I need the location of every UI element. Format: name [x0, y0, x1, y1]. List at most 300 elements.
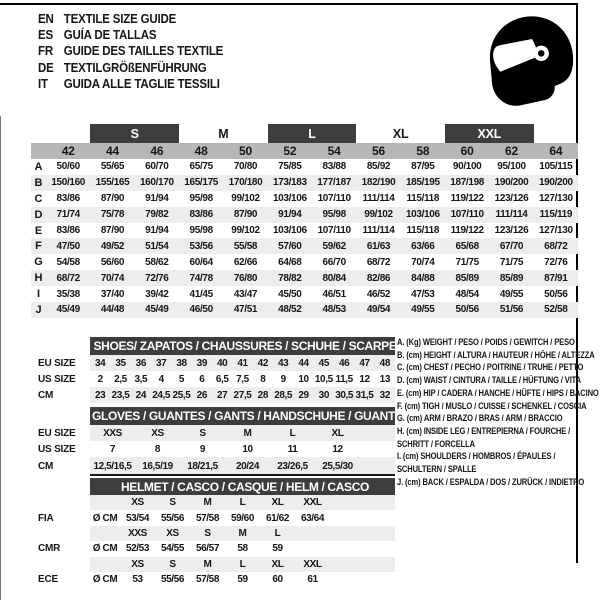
- measure-value-cell: 37/40: [100, 288, 125, 300]
- measure-value-cell: 91/94: [145, 225, 169, 236]
- shoes-table-title: SHOES/ ZAPATOS / CHAUSSURES / SCHUHE / SCARPE: [90, 337, 395, 355]
- measure-value-cell: 107/110: [445, 207, 489, 223]
- measure-value-cell: 50/56: [445, 302, 489, 318]
- value-cell: [295, 541, 330, 556]
- shoes-size-table: [38, 337, 395, 403]
- filler-cell: [360, 457, 395, 475]
- value-cell: 12: [359, 373, 370, 385]
- measure-value-cell: 65/75: [189, 161, 213, 173]
- measure-value-cell: 45/50: [278, 288, 302, 300]
- value-cell: L: [270, 425, 315, 441]
- row-label: FIA: [38, 512, 54, 524]
- measure-value-cell: 99/102: [231, 225, 260, 236]
- size-column-header: 42: [46, 143, 90, 159]
- value-cell: 45: [314, 355, 334, 371]
- value-cell: 25,5/30: [315, 457, 360, 475]
- measure-value-cell: 182/190: [356, 175, 400, 191]
- measure-value-cell: 119/122: [450, 193, 484, 205]
- measure-value-cell: 87/91: [534, 270, 578, 286]
- measure-value-cell: 49/55: [401, 302, 445, 318]
- measure-value-cell: 155/165: [90, 175, 134, 191]
- measure-value-cell: 90/100: [452, 161, 482, 173]
- value-cell: 60: [272, 574, 283, 586]
- measure-value-cell: 55/58: [223, 238, 267, 254]
- measure-value-cell: 41/45: [189, 288, 213, 300]
- row-label: EU SIZE: [38, 357, 76, 369]
- size-group-band: M: [218, 126, 229, 141]
- measure-value-cell: 99/102: [231, 193, 260, 205]
- measure-value-cell: 72/76: [135, 270, 179, 286]
- value-cell: XL: [260, 495, 295, 510]
- measure-value-cell: 115/118: [406, 193, 440, 205]
- language-row: [38, 11, 223, 27]
- measure-value-cell: 45/49: [135, 302, 179, 318]
- value-cell: 11: [287, 443, 298, 455]
- top-border-line: [0, 3, 578, 5]
- value-cell: 53/54: [125, 512, 150, 524]
- filler-cell: [330, 572, 395, 587]
- language-code: ES: [38, 28, 53, 43]
- value-cell: XXS: [120, 526, 155, 541]
- value-cell: 48: [375, 355, 395, 371]
- measure-value-cell: 49/55: [499, 288, 524, 300]
- value-cell: 63/64: [300, 512, 325, 524]
- measure-value-cell: 39/42: [145, 288, 169, 300]
- measure-value-cell: 48/52: [268, 302, 312, 318]
- value-cell: XS: [120, 495, 155, 510]
- measure-value-cell: 51/54: [135, 238, 179, 254]
- legend-item: G. (cm) ARM / BRAZO / BRAS / ARM / BRACCIO: [397, 413, 563, 424]
- measure-value-cell: 177/187: [312, 175, 356, 191]
- measure-value-cell: 61/63: [356, 238, 400, 254]
- value-cell: 4: [158, 373, 164, 385]
- left-border-line: [0, 116, 1, 600]
- value-cell: 20/24: [225, 457, 270, 475]
- value-cell: S: [155, 557, 190, 572]
- measure-value-cell: 53/56: [179, 238, 223, 254]
- measure-row-label: H: [31, 270, 46, 286]
- value-cell: 30: [314, 387, 334, 403]
- value-cell: 18/21,5: [180, 457, 225, 475]
- gloves-table-title: GLOVES / GUANTES / GANTS / HANDSCHUHE / GUANTI: [90, 407, 395, 425]
- value-cell: 36: [131, 355, 151, 371]
- measure-value-cell: 66/70: [322, 256, 346, 268]
- value-cell: 57/58: [195, 574, 220, 586]
- legend-item: D. (cm) WAIST / CINTURA / TAILLE / HÜFTUNG / VITA: [397, 375, 581, 386]
- row-label: CMR: [38, 543, 61, 555]
- corner-cell: [31, 143, 46, 159]
- value-cell: 31,5: [354, 387, 374, 403]
- value-cell: 39: [192, 355, 212, 371]
- measure-value-cell: 80/84: [312, 270, 356, 286]
- value-cell: 12: [332, 443, 343, 455]
- language-title: TEXTILGRÖßENFÜHRUNG: [63, 60, 207, 75]
- value-cell: 12,5/16,5: [90, 457, 135, 475]
- measure-value-cell: 123/126: [494, 225, 529, 236]
- measure-value-cell: 83/88: [322, 161, 346, 173]
- value-cell: 28,5: [273, 387, 293, 403]
- measure-value-cell: 111/114: [362, 225, 395, 236]
- language-code: EN: [38, 12, 54, 26]
- value-cell: XXL: [295, 495, 330, 510]
- measure-value-cell: 70/80: [233, 161, 258, 173]
- measure-value-cell: 51/56: [489, 302, 533, 318]
- measure-value-cell: 103/106: [401, 207, 445, 223]
- measure-value-cell: 43/47: [233, 288, 258, 300]
- measure-value-cell: 87/90: [100, 193, 125, 205]
- measure-value-cell: 150/160: [46, 175, 90, 191]
- table-separator-line: [90, 474, 395, 476]
- language-code: IT: [38, 76, 48, 91]
- unit-cell: [90, 557, 120, 572]
- value-cell: 59: [237, 574, 248, 586]
- language-title: GUÍA DE TALLAS: [63, 28, 157, 43]
- value-cell: 61/62: [265, 512, 290, 524]
- filler-cell: [330, 541, 395, 556]
- value-cell: 7: [109, 443, 116, 455]
- measure-value-cell: 173/183: [268, 175, 312, 191]
- measure-value-cell: 87/95: [411, 161, 435, 173]
- value-cell: 40: [212, 355, 232, 371]
- measure-value-cell: 107/110: [317, 225, 351, 236]
- value-cell: 6: [199, 373, 205, 385]
- measure-value-cell: 190/200: [534, 175, 578, 191]
- value-cell: 53: [132, 574, 143, 586]
- value-cell: 24: [131, 387, 151, 403]
- size-group-band: XL: [392, 126, 409, 141]
- value-cell: 25,5: [171, 387, 191, 403]
- size-column-header: 64: [534, 143, 578, 159]
- textile-size-table: [31, 124, 578, 318]
- measure-value-cell: 55/65: [100, 161, 125, 173]
- value-cell: 23,5: [110, 387, 130, 403]
- helmet-table-title: HELMET / CASCO / CASQUE / HELM / CASCO: [90, 478, 395, 495]
- value-cell: 28: [253, 387, 273, 403]
- measure-row-label: I: [36, 288, 41, 301]
- measure-value-cell: 70/74: [90, 270, 134, 286]
- filler-cell: [360, 441, 395, 457]
- unit-cell: Ø CM: [92, 574, 118, 586]
- value-cell: 44: [293, 355, 313, 371]
- measure-value-cell: 76/80: [223, 270, 267, 286]
- value-cell: 23: [90, 387, 110, 403]
- value-cell: XS: [120, 557, 155, 572]
- measure-value-cell: 68/72: [534, 238, 578, 254]
- value-cell: 5: [178, 373, 185, 385]
- language-title: GUIDE DES TAILLES TEXTILE: [63, 44, 224, 59]
- legend-item: J. (cm) BACK / ESPALDA / DOS / ZURÜCK / INDIETRO: [397, 476, 585, 487]
- measure-row-label: B: [31, 175, 46, 191]
- measure-value-cell: 84/88: [401, 270, 445, 286]
- measure-value-cell: 71/75: [499, 256, 524, 268]
- value-cell: XS: [155, 526, 190, 541]
- measure-value-cell: 87/90: [223, 207, 267, 223]
- row-label: US SIZE: [38, 373, 76, 385]
- measure-value-cell: 111/114: [362, 193, 395, 205]
- measure-value-cell: 160/170: [135, 175, 179, 191]
- measure-value-cell: 47/50: [46, 238, 90, 254]
- value-cell: M: [190, 495, 225, 510]
- filler-cell: [360, 425, 395, 441]
- unit-cell: Ø CM: [92, 512, 118, 524]
- value-cell: 13: [379, 373, 390, 385]
- value-cell: 30,5: [334, 387, 354, 403]
- measure-value-cell: 123/126: [494, 193, 529, 205]
- language-row: [38, 27, 223, 43]
- value-cell: 56/57: [195, 543, 220, 555]
- value-cell: 9: [199, 443, 206, 455]
- measure-value-cell: 95/98: [189, 225, 213, 236]
- size-column-header: 50: [223, 143, 267, 159]
- value-cell: 41: [232, 355, 252, 371]
- value-cell: M: [190, 557, 225, 572]
- measure-value-cell: 127/130: [538, 225, 573, 236]
- measure-value-cell: 67/70: [489, 238, 533, 254]
- legend-item: SCHRITT / FORCELLA: [397, 438, 475, 449]
- measure-value-cell: 49/54: [356, 302, 400, 318]
- value-cell: 38: [171, 355, 191, 371]
- value-cell: 59: [272, 543, 283, 555]
- filler-cell: [330, 526, 395, 541]
- legend-item: A. (Kg) WEIGHT / PESO / POIDS / GEWITCH / PESO: [397, 337, 575, 347]
- value-cell: 52/53: [125, 543, 150, 555]
- value-cell: 37: [151, 355, 171, 371]
- value-cell: 27,5: [232, 387, 252, 403]
- size-group-band: XXL: [445, 124, 534, 143]
- measure-value-cell: 50/56: [544, 288, 568, 300]
- value-cell: XXL: [295, 557, 330, 572]
- measure-value-cell: 91/94: [268, 207, 312, 223]
- measure-value-cell: 71/75: [455, 256, 479, 268]
- measure-value-cell: 91/94: [145, 193, 169, 205]
- row-label: US SIZE: [38, 443, 76, 455]
- value-cell: 8: [260, 373, 266, 385]
- measure-value-cell: 60/70: [145, 161, 169, 173]
- value-cell: XL: [260, 557, 295, 572]
- measure-value-cell: 52/58: [534, 302, 578, 318]
- gloves-size-table: [38, 407, 398, 475]
- measure-value-cell: 119/122: [450, 225, 484, 236]
- value-cell: M: [225, 526, 260, 541]
- measure-value-cell: 54/58: [56, 256, 80, 268]
- measure-value-cell: 49/52: [90, 238, 134, 254]
- measure-row-label: E: [34, 224, 43, 237]
- measure-row-label: G: [34, 256, 43, 269]
- measure-value-cell: 187/198: [445, 175, 489, 191]
- measure-value-cell: 170/180: [223, 175, 267, 191]
- measure-row-label: J: [31, 302, 46, 318]
- measure-value-cell: 115/118: [406, 225, 440, 236]
- measure-value-cell: 83/86: [56, 193, 80, 205]
- size-column-header: 62: [489, 143, 533, 159]
- row-label: [38, 557, 90, 572]
- row-label: ECE: [38, 574, 58, 586]
- value-cell: 11,5: [335, 373, 353, 385]
- legend: [397, 336, 599, 488]
- value-cell: 9: [280, 373, 286, 385]
- value-cell: 24,5: [151, 387, 171, 403]
- unit-cell: [90, 526, 120, 541]
- row-label: EU SIZE: [38, 427, 76, 439]
- size-group-band: S: [90, 124, 179, 143]
- row-label: CM: [38, 389, 54, 401]
- helmet-size-table: [38, 478, 395, 587]
- legend-item: SCHULTERN / SPALLE: [397, 464, 477, 475]
- value-cell: 58: [237, 543, 248, 555]
- value-cell: [295, 526, 330, 541]
- value-cell: L: [225, 557, 260, 572]
- measure-value-cell: 70/74: [411, 256, 435, 268]
- value-cell: 42: [253, 355, 273, 371]
- measure-value-cell: 79/82: [135, 207, 179, 223]
- language-row: [38, 76, 223, 92]
- value-cell: 35: [110, 355, 130, 371]
- value-cell: 57/58: [195, 512, 220, 524]
- measure-value-cell: 47/53: [411, 288, 435, 300]
- value-cell: 8: [154, 443, 161, 455]
- measure-value-cell: 82/86: [356, 270, 400, 286]
- measure-value-cell: 190/200: [489, 175, 533, 191]
- value-cell: 7,5: [236, 373, 249, 385]
- row-label: [38, 495, 90, 510]
- measure-value-cell: 71/74: [46, 207, 90, 223]
- value-cell: 23/26,5: [270, 457, 315, 475]
- measure-value-cell: 46/51: [322, 288, 346, 300]
- size-column-header: 56: [356, 143, 400, 159]
- value-cell: XXS: [90, 425, 135, 441]
- measure-value-cell: 165/175: [179, 175, 223, 191]
- helmet-icon: [487, 14, 575, 107]
- value-cell: S: [155, 495, 190, 510]
- language-title: TEXTILE SIZE GUIDE: [63, 12, 177, 26]
- legend-item: F. (cm) TIGH / MUSLO / CUISSE / SCHENKEL / COSCIA: [397, 400, 587, 411]
- measure-value-cell: 48/53: [312, 302, 356, 318]
- legend-item: I. (cm) SHOULDERS / HOMBROS / ÉPAULES /: [397, 451, 556, 462]
- language-list: [38, 11, 223, 92]
- filler-cell: [330, 510, 395, 525]
- value-cell: 16,5/19: [135, 457, 180, 475]
- row-label: CM: [38, 460, 54, 472]
- value-cell: 10: [242, 443, 253, 455]
- value-cell: 47: [354, 355, 374, 371]
- measure-value-cell: 111/114: [489, 207, 533, 223]
- measure-value-cell: 99/102: [356, 207, 400, 223]
- value-cell: 34: [90, 355, 110, 371]
- measure-value-cell: 45/49: [46, 302, 90, 318]
- value-cell: L: [225, 495, 260, 510]
- value-cell: 59/60: [230, 512, 255, 524]
- row-label: [38, 526, 90, 541]
- value-cell: M: [225, 425, 270, 441]
- unit-cell: Ø CM: [92, 543, 118, 555]
- measure-value-cell: 48/54: [455, 288, 479, 300]
- measure-value-cell: 103/106: [272, 225, 307, 236]
- filler-cell: [330, 557, 395, 572]
- measure-value-cell: 85/92: [366, 161, 391, 173]
- measure-value-cell: 68/72: [46, 270, 90, 286]
- language-row: [38, 43, 223, 59]
- measure-value-cell: 127/130: [538, 193, 573, 205]
- measure-value-cell: 72/76: [544, 256, 568, 268]
- value-cell: 61: [307, 574, 318, 586]
- measure-value-cell: 46/52: [366, 288, 391, 300]
- measure-value-cell: 78/82: [268, 270, 312, 286]
- measure-value-cell: 74/78: [179, 270, 223, 286]
- language-title: GUIDA ALLE TAGLIE TESSILI: [63, 76, 220, 91]
- language-code: FR: [38, 44, 53, 59]
- value-cell: 27: [212, 387, 232, 403]
- measure-value-cell: 103/106: [272, 193, 307, 205]
- measure-value-cell: 87/90: [100, 225, 125, 236]
- legend-item: E. (cm) HIP / CADERA / HANCHE / HÜFTE / HIPS / BACINO: [397, 387, 599, 398]
- value-cell: S: [190, 526, 225, 541]
- value-cell: 55/56: [160, 574, 185, 586]
- measure-value-cell: 64/68: [278, 256, 302, 268]
- value-cell: 29: [293, 387, 313, 403]
- measure-value-cell: 107/110: [317, 193, 351, 205]
- legend-item: H. (cm) INSIDE LEG / ENTREPIERNA / FOURCHE /: [397, 425, 571, 436]
- size-column-header: 52: [268, 143, 312, 159]
- measure-value-cell: 62/66: [233, 256, 258, 268]
- measure-value-cell: 85/89: [445, 270, 489, 286]
- measure-value-cell: 35/38: [56, 288, 80, 300]
- measure-value-cell: 50/60: [56, 161, 80, 173]
- measure-value-cell: 185/195: [401, 175, 445, 191]
- value-cell: 10,5: [314, 373, 333, 385]
- measure-value-cell: 68/72: [366, 256, 391, 268]
- measure-row-label: C: [34, 192, 43, 205]
- value-cell: 6,5: [215, 373, 229, 385]
- measure-value-cell: 57/60: [268, 238, 312, 254]
- measure-value-cell: 63/66: [401, 238, 445, 254]
- measure-value-cell: 58/62: [145, 256, 169, 268]
- measure-value-cell: 47/51: [223, 302, 267, 318]
- unit-cell: [90, 495, 120, 510]
- legend-item: B. (cm) HEIGHT / ALTURA / HAUTEUR / HÖHE / ALTEZZA: [397, 349, 595, 360]
- value-cell: XL: [315, 425, 360, 441]
- size-column-header: 54: [312, 143, 356, 159]
- value-cell: 2: [97, 373, 103, 385]
- filler-cell: [330, 495, 395, 510]
- measure-value-cell: 46/50: [179, 302, 223, 318]
- measure-value-cell: 56/60: [100, 256, 125, 268]
- value-cell: 54/55: [160, 543, 185, 555]
- value-cell: 43: [273, 355, 293, 371]
- measure-value-cell: 95/100: [497, 161, 526, 173]
- value-cell: 46: [334, 355, 354, 371]
- measure-value-cell: 60/64: [189, 256, 213, 268]
- measure-value-cell: 85/89: [489, 270, 533, 286]
- measure-row-label: F: [31, 238, 46, 254]
- measure-value-cell: 44/48: [90, 302, 134, 318]
- measure-value-cell: 95/98: [312, 207, 356, 223]
- value-cell: S: [180, 425, 225, 441]
- measure-value-cell: 83/86: [56, 225, 80, 236]
- value-cell: 55/56: [160, 512, 185, 524]
- measure-row-label: D: [31, 207, 46, 223]
- legend-item: C. (cm) CHEST / PECHO / POITRINE / TRUHE / PETTO: [397, 362, 584, 373]
- measure-value-cell: 83/86: [179, 207, 223, 223]
- size-column-header: 48: [179, 143, 223, 159]
- language-row: [38, 60, 223, 76]
- size-column-header: 58: [401, 143, 445, 159]
- language-code: DE: [38, 60, 54, 75]
- value-cell: 3,5: [134, 373, 148, 385]
- measure-row-label: A: [34, 160, 43, 173]
- value-cell: 32: [375, 387, 395, 403]
- value-cell: XS: [135, 425, 180, 441]
- value-cell: 2,5: [114, 373, 127, 385]
